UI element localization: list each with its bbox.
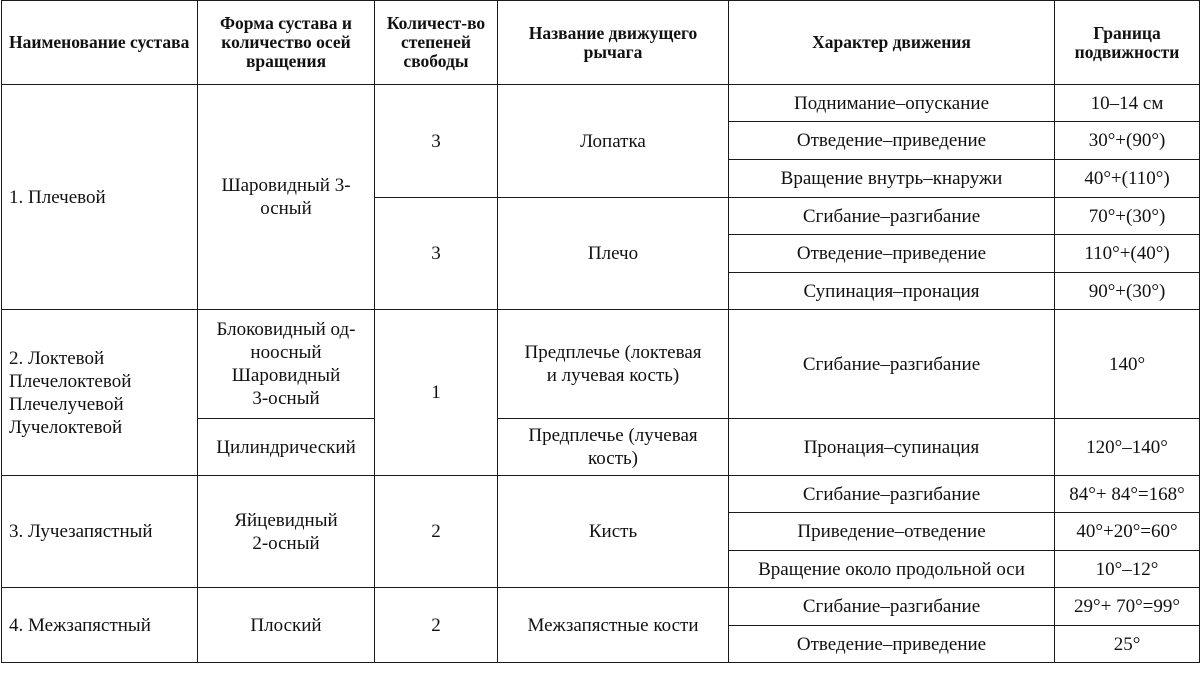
limit-cell: 40°+(110°) [1055,160,1200,198]
lever-cell: Предплечье (лучевая кость) [498,419,729,476]
joint-name-cell: 3. Лучезапястный [2,476,198,588]
dof-cell: 3 [375,85,498,198]
header-joint-name: Наименование сустава [2,1,198,85]
limit-cell: 120°–140° [1055,419,1200,476]
header-lever-name: Название движущего рычага [498,1,729,85]
joint-form-cell: Цилиндрический [198,419,375,476]
limit-cell: 40°+20°=60° [1055,513,1200,551]
limit-cell: 140° [1055,310,1200,419]
table-row [2,310,1200,419]
table-row [2,85,1200,122]
limit-cell: 10–14 см [1055,85,1200,122]
header-movement-type: Характер движения [729,1,1055,85]
movement-cell: Супинация–пронация [729,273,1055,310]
joint-form-cell: Плоский [198,588,375,663]
joint-name-cell: 1. Плечевой [2,85,198,310]
header-mobility-limit: Граница подвижности [1055,1,1200,85]
movement-cell: Сгибание–разгибание [729,198,1055,235]
dof-cell: 3 [375,198,498,310]
joint-form-cell: Яйцевидный 2-осный [198,476,375,588]
table-row [2,588,1200,626]
movement-cell: Сгибание–разгибание [729,476,1055,513]
movement-cell: Пронация–супинация [729,419,1055,476]
movement-cell: Вращение внутрь–кнаружи [729,160,1055,198]
movement-cell: Отведение–приведение [729,626,1055,663]
lever-cell: Кисть [498,476,729,588]
movement-cell: Сгибание–разгибание [729,588,1055,626]
movement-cell: Отведение–приведение [729,122,1055,160]
limit-cell: 30°+(90°) [1055,122,1200,160]
limit-cell: 70°+(30°) [1055,198,1200,235]
joint-name-cell: 4. Межзапястный [2,588,198,663]
movement-cell: Приведение–отведение [729,513,1055,551]
movement-cell: Поднимание–опускание [729,85,1055,122]
joint-form-cell: Шаровидный 3-осный [198,85,375,310]
movement-cell: Сгибание–разгибание [729,310,1055,419]
limit-cell: 110°+(40°) [1055,235,1200,273]
limit-cell: 84°+ 84°=168° [1055,476,1200,513]
header-row [2,1,1200,85]
lever-cell: Плечо [498,198,729,310]
movement-cell: Отведение–приведение [729,235,1055,273]
header-degrees-of-freedom: Количест-во степеней свободы [375,1,498,85]
dof-cell: 1 [375,310,498,476]
lever-cell: Межзапястные кости [498,588,729,663]
limit-cell: 90°+(30°) [1055,273,1200,310]
joint-form-cell: Блоковидный од- ноосный Шаровидный 3-осный [198,310,375,419]
lever-cell: Предплечье (локтевая и лучевая кость) [498,310,729,419]
joint-name-cell: 2. Локтевой Плечелоктевой Плечелучевой Лучелоктевой [2,310,198,476]
table-row [2,476,1200,513]
limit-cell: 10°–12° [1055,551,1200,588]
limit-cell: 25° [1055,626,1200,663]
movement-cell: Вращение около продольной оси [729,551,1055,588]
dof-cell: 2 [375,476,498,588]
lever-cell: Лопатка [498,85,729,198]
limit-cell: 29°+ 70°=99° [1055,588,1200,626]
dof-cell: 2 [375,588,498,663]
joints-table [1,0,1200,663]
header-joint-form: Форма сустава и количество осей вращения [198,1,375,85]
